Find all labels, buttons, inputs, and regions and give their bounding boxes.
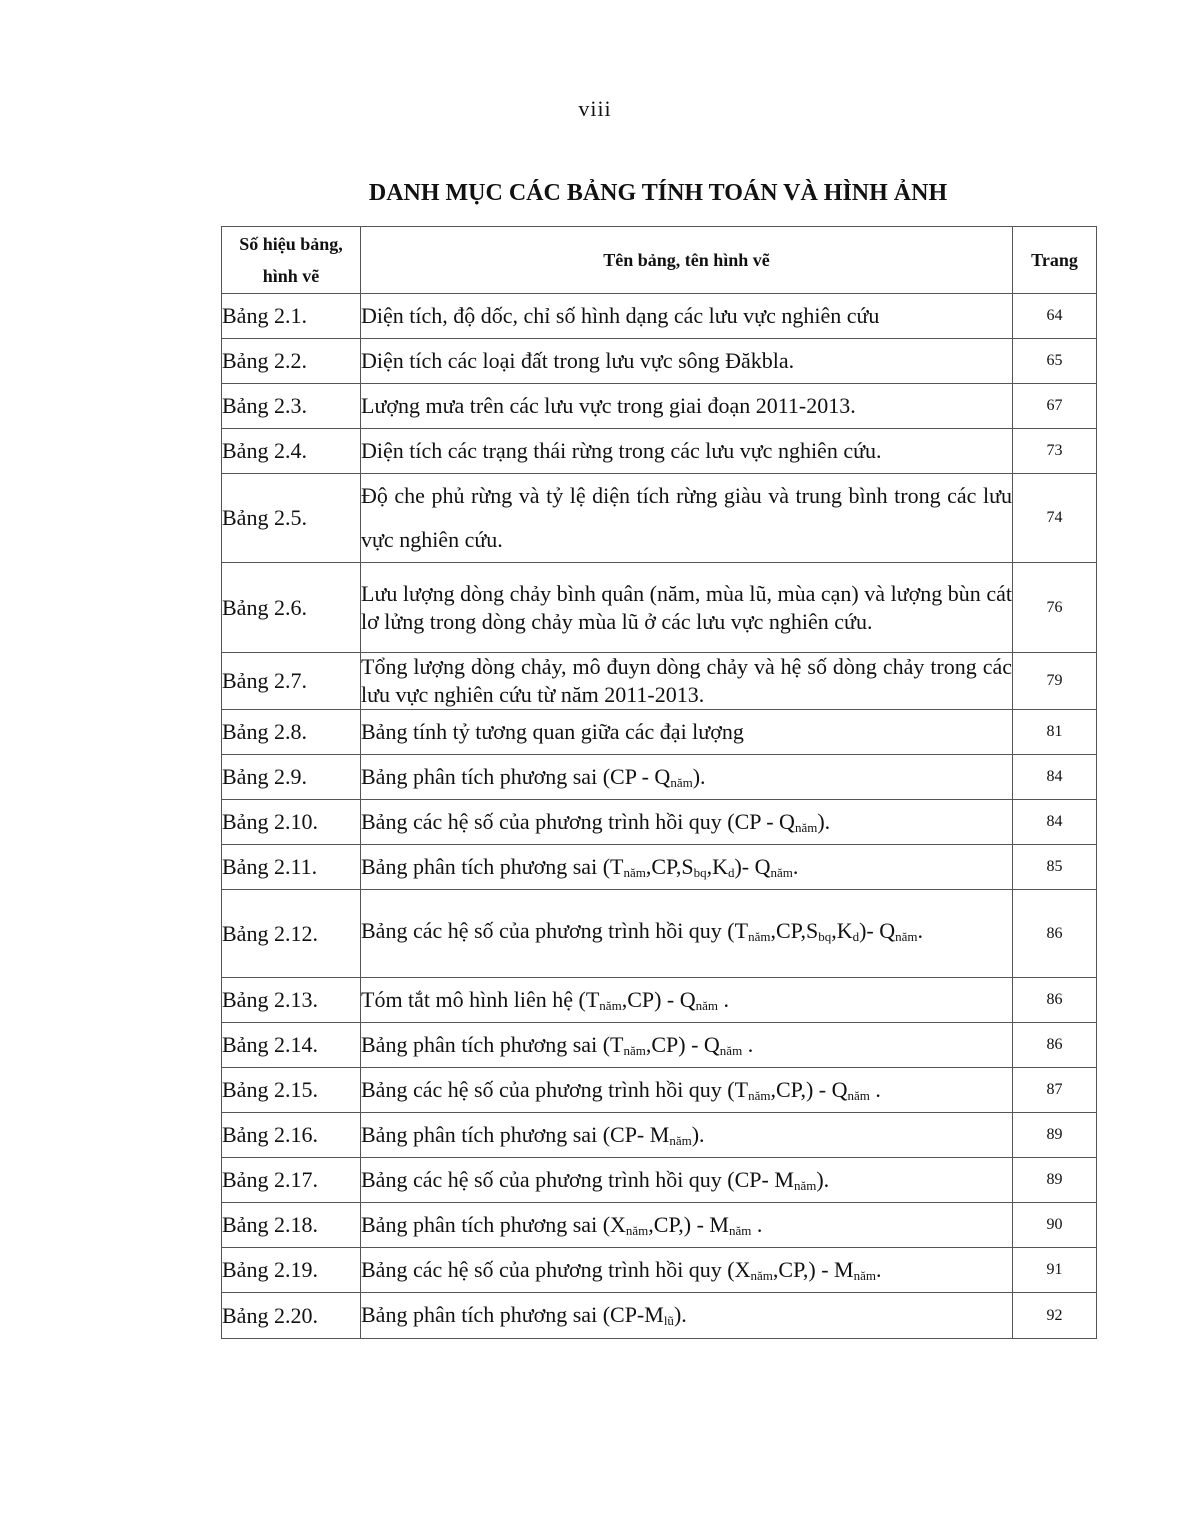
row-page: 89: [1013, 1158, 1097, 1203]
row-number: Bảng 2.4.: [222, 429, 361, 474]
row-title: Bảng phân tích phương sai $(CP - Q_{năm})$.: [361, 755, 1013, 800]
header-page: Trang: [1013, 227, 1097, 294]
row-title: Bảng phân tích phương sai $(T_{năm},CP) - Q_{năm}$ .: [361, 1023, 1013, 1068]
row-page: 79: [1013, 653, 1097, 710]
table-row: [222, 755, 1097, 800]
row-page: 74: [1013, 474, 1097, 563]
row-page: 86: [1013, 890, 1097, 978]
row-number: Bảng 2.20.: [222, 1293, 361, 1339]
row-number: Bảng 2.17.: [222, 1158, 361, 1203]
row-page: 84: [1013, 800, 1097, 845]
row-title: Bảng tính tỷ tương quan giữa các đại lượng: [361, 710, 1013, 755]
table-row: [222, 1068, 1097, 1113]
row-page: 73: [1013, 429, 1097, 474]
row-title: Lượng mưa trên các lưu vực trong giai đoạn 2011-2013.: [361, 384, 1013, 429]
table-row: [222, 1113, 1097, 1158]
row-title: Bảng các hệ số của phương trình hồi quy $(T_{năm},CP,S_{bq},K_d)-$ $Q_{năm}$.: [361, 890, 1013, 978]
row-title: Diện tích, độ dốc, chỉ số hình dạng các lưu vực nghiên cứu: [361, 294, 1013, 339]
row-page: 91: [1013, 1248, 1097, 1293]
table-row: [222, 890, 1097, 978]
table-row: [222, 800, 1097, 845]
row-page: 85: [1013, 845, 1097, 890]
table-row: [222, 978, 1097, 1023]
row-page: 67: [1013, 384, 1097, 429]
row-number: Bảng 2.7.: [222, 653, 361, 710]
row-page: 76: [1013, 563, 1097, 653]
row-number: Bảng 2.13.: [222, 978, 361, 1023]
header-number-line2: hình vẽ: [262, 266, 320, 286]
table-row: [222, 1248, 1097, 1293]
row-number: Bảng 2.5.: [222, 474, 361, 563]
table-row: [222, 710, 1097, 755]
row-page: 92: [1013, 1293, 1097, 1339]
row-number: Bảng 2.1.: [222, 294, 361, 339]
row-page: 86: [1013, 978, 1097, 1023]
table-row: [222, 1293, 1097, 1339]
header-number-line1: Số hiệu bảng,: [239, 234, 343, 254]
page-number: viii: [578, 96, 612, 121]
row-page: 84: [1013, 755, 1097, 800]
table-row: [222, 1023, 1097, 1068]
row-page: 64: [1013, 294, 1097, 339]
row-title: Bảng phân tích phương sai $(CP-M_{lũ})$.: [361, 1293, 1013, 1339]
row-number: Bảng 2.15.: [222, 1068, 361, 1113]
row-page: 87: [1013, 1068, 1097, 1113]
row-title: Tổng lượng dòng chảy, mô đuyn dòng chảy và hệ số dòng chảy trong các lưu vực nghiên cứu từ năm 2011-2013.: [361, 653, 1013, 710]
row-page: 86: [1013, 1023, 1097, 1068]
row-title: Diện tích các trạng thái rừng trong các lưu vực nghiên cứu.: [361, 429, 1013, 474]
table-row: [222, 294, 1097, 339]
row-title: Bảng các hệ số của phương trình hồi quy $(T_{năm},CP,) - Q_{năm}$ .: [361, 1068, 1013, 1113]
row-title: Bảng phân tích phương sai $(T_{năm},CP,S_{bq},K_d)-$ $Q_{năm}$.: [361, 845, 1013, 890]
table-row: [222, 384, 1097, 429]
header-name: Tên bảng, tên hình vẽ: [361, 227, 1013, 294]
row-page: 90: [1013, 1203, 1097, 1248]
table-row: [222, 339, 1097, 384]
row-title: Tóm tắt mô hình liên hệ $(T_{năm},CP) - Q_{năm}$ .: [361, 978, 1013, 1023]
table-row: [222, 429, 1097, 474]
row-number: Bảng 2.8.: [222, 710, 361, 755]
row-number: Bảng 2.9.: [222, 755, 361, 800]
row-title: Lưu lượng dòng chảy bình quân (năm, mùa lũ, mùa cạn) và lượng bùn cát lơ lửng trong dòng chảy mùa lũ ở các lưu vực nghiên cứu.: [361, 563, 1013, 653]
row-number: Bảng 2.18.: [222, 1203, 361, 1248]
header-number: [222, 227, 361, 294]
table-row: [222, 653, 1097, 710]
row-title: Bảng phân tích phương sai (CP- $M_{năm}$).: [361, 1113, 1013, 1158]
row-number: Bảng 2.16.: [222, 1113, 361, 1158]
row-title: Độ che phủ rừng và tỷ lệ diện tích rừng giàu và trung bình trong các lưu vực nghiên cứu.: [361, 474, 1013, 563]
row-title: Bảng các hệ số của phương trình hồi quy (CP- $M_{năm}$).: [361, 1158, 1013, 1203]
table-row: [222, 474, 1097, 563]
row-title: Bảng phân tích phương sai $(X_{năm},CP,) - M_{năm}$ .: [361, 1203, 1013, 1248]
table-header-row: [222, 227, 1097, 294]
row-page: 81: [1013, 710, 1097, 755]
row-number: Bảng 2.14.: [222, 1023, 361, 1068]
row-number: Bảng 2.12.: [222, 890, 361, 978]
page-title: DANH MỤC CÁC BẢNG TÍNH TOÁN VÀ HÌNH ẢNH: [368, 180, 948, 206]
table-row: [222, 563, 1097, 653]
table-row: [222, 845, 1097, 890]
row-number: Bảng 2.19.: [222, 1248, 361, 1293]
row-page: 65: [1013, 339, 1097, 384]
row-number: Bảng 2.3.: [222, 384, 361, 429]
table-row: [222, 1203, 1097, 1248]
row-number: Bảng 2.11.: [222, 845, 361, 890]
table-list: [221, 226, 1097, 1339]
table-row: [222, 1158, 1097, 1203]
row-number: Bảng 2.2.: [222, 339, 361, 384]
row-number: Bảng 2.10.: [222, 800, 361, 845]
row-title: Diện tích các loại đất trong lưu vực sông Đăkbla.: [361, 339, 1013, 384]
row-title: Bảng các hệ số của phương trình hồi quy $(CP - Q_{năm})$.: [361, 800, 1013, 845]
row-number: Bảng 2.6.: [222, 563, 361, 653]
row-title: Bảng các hệ số của phương trình hồi quy $(X_{năm},CP,) - M_{năm}$.: [361, 1248, 1013, 1293]
row-page: 89: [1013, 1113, 1097, 1158]
